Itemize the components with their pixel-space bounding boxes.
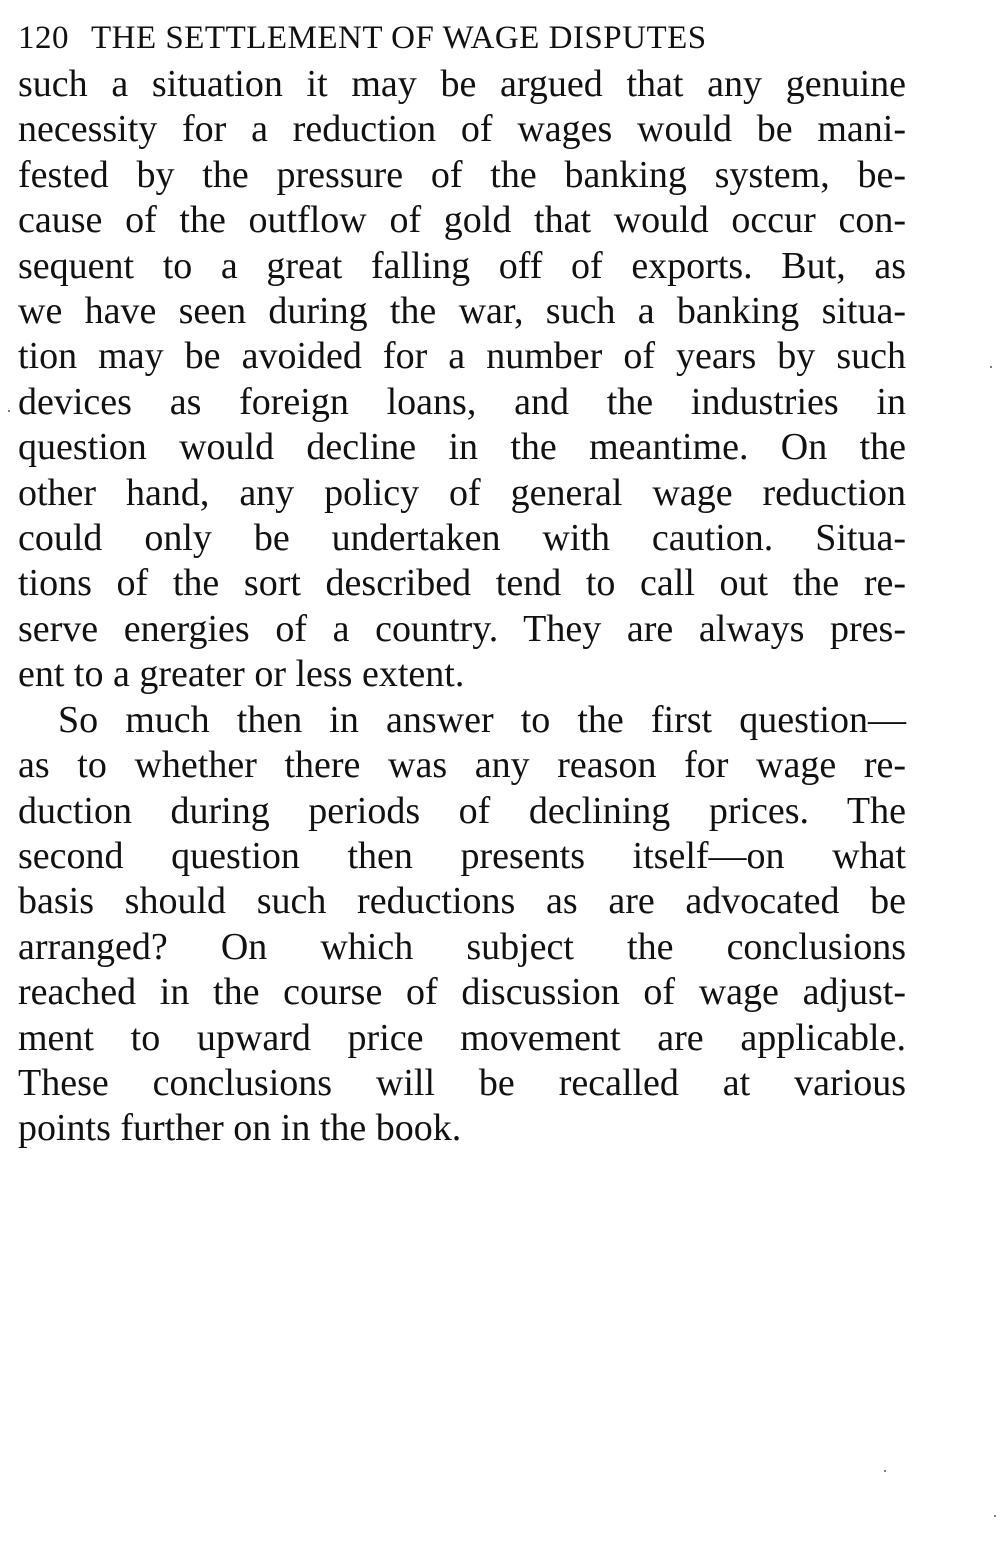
paragraph-1 bbox=[18, 62, 906, 698]
text-line: second question then presents itself—on what bbox=[18, 834, 906, 877]
running-title: THE SETTLEMENT OF WAGE DISPUTES bbox=[91, 20, 707, 56]
text-line: necessity for a reduction of wages would be mani- bbox=[18, 108, 906, 151]
scan-speck bbox=[884, 1470, 886, 1472]
book-page bbox=[18, 14, 906, 1152]
text-line: we have seen during the war, such a banking situa- bbox=[18, 290, 906, 333]
page-number: 120 bbox=[18, 20, 69, 56]
text-line: question would decline in the meantime. On the bbox=[18, 426, 906, 469]
scan-speck bbox=[990, 366, 992, 368]
paragraph-2 bbox=[18, 698, 906, 1152]
scan-speck bbox=[8, 410, 10, 412]
running-head bbox=[18, 14, 906, 62]
text-line: ment to upward price movement are applicable. bbox=[18, 1016, 906, 1059]
scan-speck bbox=[994, 1515, 996, 1517]
text-line: duction during periods of declining prices. The bbox=[18, 789, 906, 832]
text-line: could only be undertaken with caution. Situa- bbox=[18, 517, 906, 560]
text-line: as to whether there was any reason for wage re- bbox=[18, 744, 906, 787]
text-line: tions of the sort described tend to call out the re- bbox=[18, 562, 906, 605]
text-line: sequent to a great falling off of exports. But, as bbox=[18, 244, 906, 287]
text-line: ent to a greater or less extent. bbox=[18, 653, 465, 696]
text-line: points further on in the book. bbox=[18, 1107, 462, 1150]
text-line: arranged? On which subject the conclusions bbox=[18, 925, 906, 968]
text-line: So much then in answer to the first question— bbox=[58, 698, 906, 741]
text-line: other hand, any policy of general wage reduction bbox=[18, 471, 906, 514]
text-line: These conclusions will be recalled at various bbox=[18, 1061, 906, 1104]
text-line: tion may be avoided for a number of years by such bbox=[18, 335, 906, 378]
text-line: such a situation it may be argued that any genuine bbox=[18, 63, 906, 105]
text-line: reached in the course of discussion of wage adjust- bbox=[18, 971, 906, 1014]
text-line: fested by the pressure of the banking system, be- bbox=[18, 153, 906, 196]
text-line: basis should such reductions as are advocated be bbox=[18, 880, 906, 923]
text-line: cause of the outflow of gold that would occur con- bbox=[18, 199, 906, 242]
text-line: devices as foreign loans, and the industries in bbox=[18, 380, 906, 423]
text-line: serve energies of a country. They are always pres- bbox=[18, 607, 906, 650]
